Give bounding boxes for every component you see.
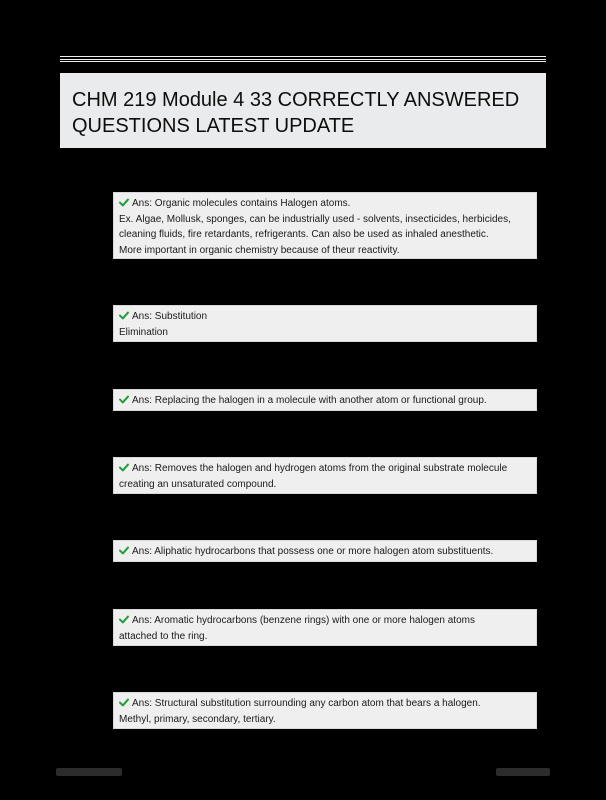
answer-text: Ans: Aromatic hydrocarbons (benzene rings) with one or more halogen atoms bbox=[132, 615, 475, 626]
answer-line bbox=[119, 461, 532, 477]
answer-text: Ans: Organic molecules contains Halogen atoms. bbox=[132, 198, 351, 209]
answer-line: Elimination bbox=[119, 326, 168, 338]
answer-line bbox=[119, 196, 532, 212]
answer-box-7 bbox=[113, 692, 537, 729]
answer-text: Ans: Replacing the halogen in a molecule with another atom or functional group. bbox=[132, 395, 487, 406]
header-rule bbox=[60, 61, 546, 62]
answer-text: Ans: Aliphatic hydrocarbons that possess one or more halogen atom substituents. bbox=[132, 546, 494, 557]
answer-line bbox=[119, 393, 532, 409]
answer-line bbox=[119, 309, 532, 325]
check-icon bbox=[119, 311, 129, 320]
answer-line bbox=[119, 613, 532, 629]
answer-line: More important in organic chemistry because of theur reactivity. bbox=[119, 244, 400, 256]
check-icon bbox=[119, 395, 129, 404]
answer-line: creating an unsaturated compound. bbox=[119, 478, 277, 490]
check-icon bbox=[119, 615, 129, 624]
title-box bbox=[60, 73, 546, 148]
answer-line: attached to the ring. bbox=[119, 630, 208, 642]
answer-box-5 bbox=[113, 540, 537, 562]
check-icon bbox=[119, 198, 129, 207]
answer-text: Ans: Structural substitution surrounding any carbon atom that bears a halogen. bbox=[132, 698, 481, 709]
check-icon bbox=[119, 698, 129, 707]
answer-line bbox=[119, 544, 532, 560]
answer-line bbox=[119, 696, 532, 712]
header-rule bbox=[60, 56, 546, 57]
answer-box-4 bbox=[113, 457, 537, 494]
answer-box-2 bbox=[113, 305, 537, 342]
footer-right-redacted bbox=[496, 768, 550, 776]
answer-text: Ans: Removes the halogen and hydrogen atoms from the original substrate molecule bbox=[132, 463, 508, 474]
answer-box-1 bbox=[113, 192, 537, 259]
answer-line: Ex. Algae, Mollusk, sponges, can be industrially used - solvents, insecticides, herbicides, bbox=[119, 213, 511, 225]
answer-text: Ans: Substitution bbox=[132, 311, 208, 322]
title-line-2: QUESTIONS LATEST UPDATE bbox=[72, 115, 355, 137]
answer-box-3 bbox=[113, 389, 537, 411]
check-icon bbox=[119, 546, 129, 555]
footer-left-redacted bbox=[56, 768, 122, 776]
answer-box-6 bbox=[113, 609, 537, 646]
answer-line: cleaning fluids, fire retardants, refrigerants. Can also be used as inhaled anesthetic. bbox=[119, 229, 489, 240]
answer-line: Methyl, primary, secondary, tertiary. bbox=[119, 713, 276, 725]
check-icon bbox=[119, 463, 129, 472]
page-title bbox=[72, 87, 536, 139]
title-line-1: CHM 219 Module 4 33 CORRECTLY ANSWERED bbox=[72, 89, 520, 111]
header-rule bbox=[60, 59, 546, 60]
